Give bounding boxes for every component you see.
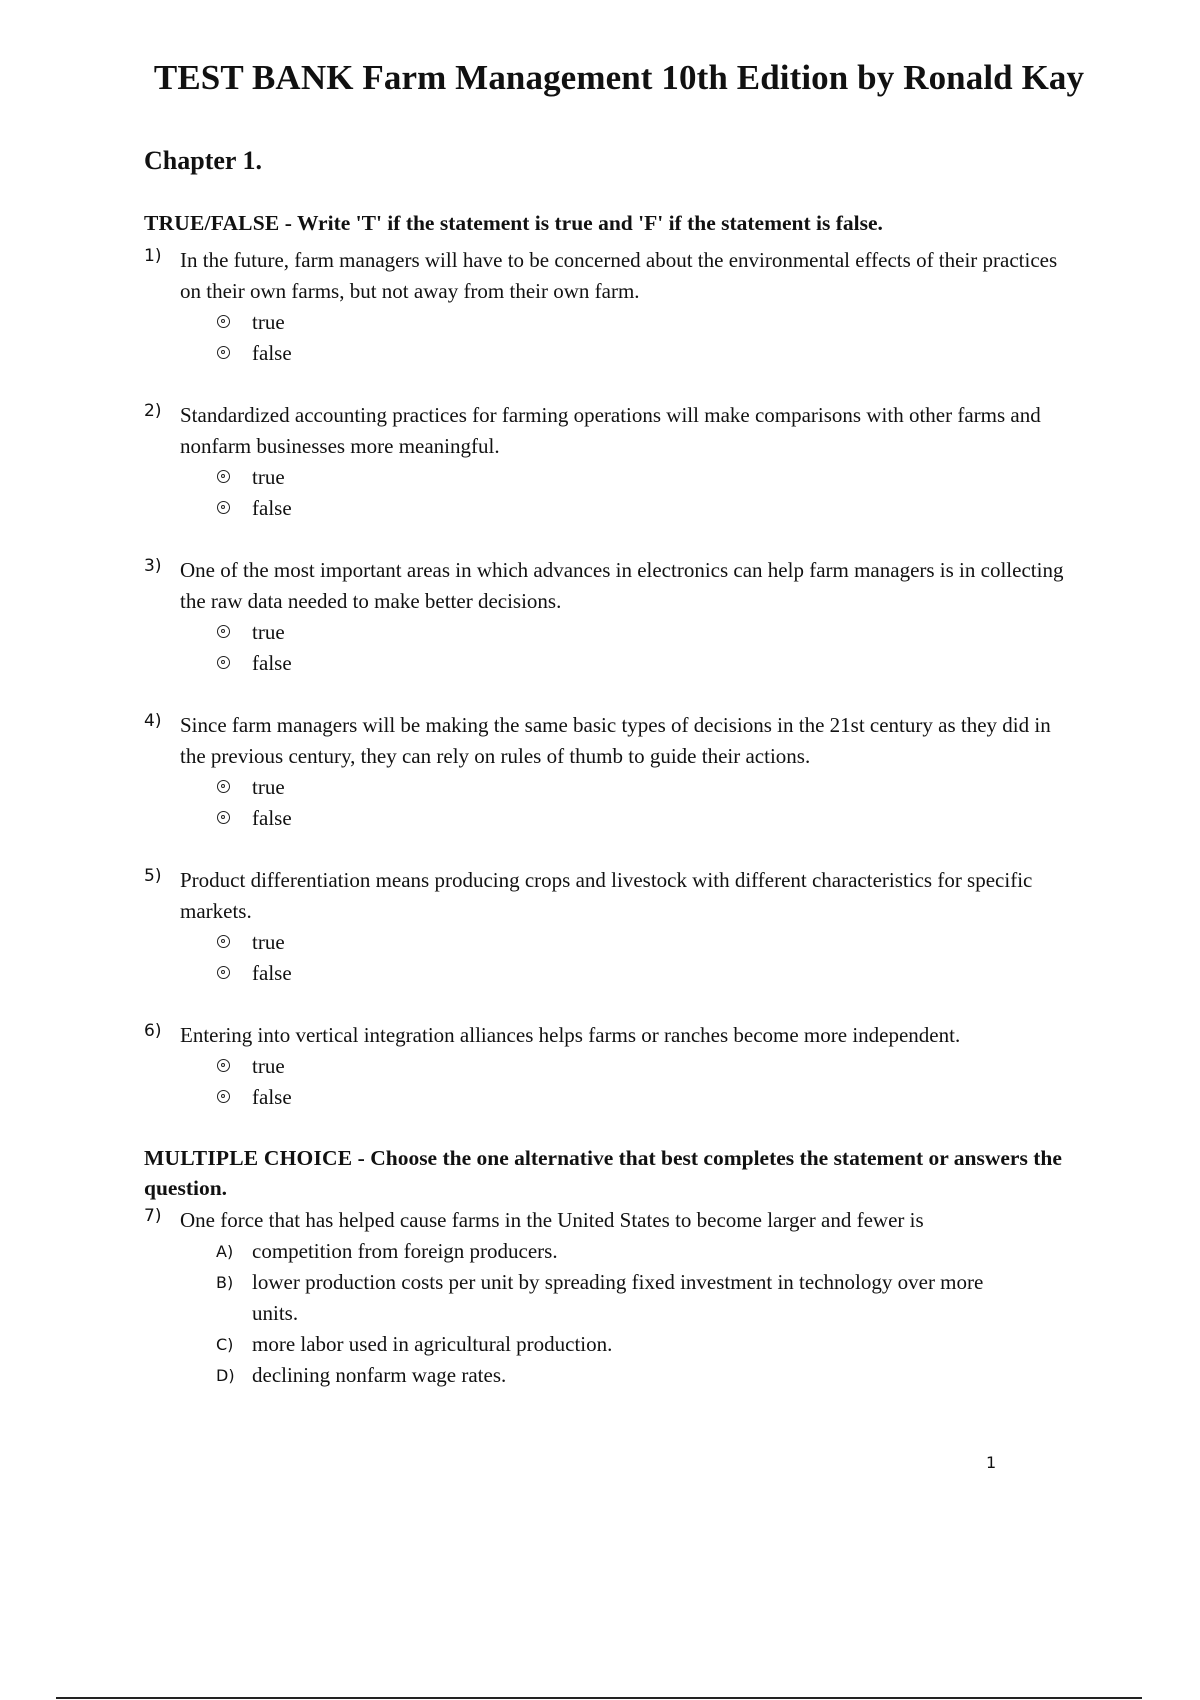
radio-button-icon[interactable] [217,656,230,669]
section-label: TRUE/FALSE [144,211,280,235]
question-number: 4) [144,711,162,731]
answer-option-true[interactable] [216,307,1064,338]
question-text: In the future, farm managers will have to be concerned about the environmental effects of their practices on their own farms, but not away from their own farm. [180,248,1058,303]
question-text: Standardized accounting practices for farming operations will make comparisons with other farms and nonfarm businesses more meaningful. [180,403,1041,458]
section-label: MULTIPLE CHOICE [144,1146,353,1170]
page-number: 1 [986,1453,997,1472]
option-label: lower production costs per unit by spreading fixed investment in technology over more units. [252,1270,984,1325]
section-instruction: - Write 'T' if the statement is true and 'F' if the statement is false. [279,211,883,235]
answer-options [216,1236,1016,1391]
answer-option-false[interactable] [216,338,1064,369]
question-number: 2) [144,401,162,421]
option-label: true [252,1054,285,1078]
question-text: Since farm managers will be making the same basic types of decisions in the 21st century as they did in the previous century, they can rely on rules of thumb to guide their actions. [180,713,1051,768]
option-label: false [252,496,292,520]
answer-option-false[interactable] [216,493,1064,524]
multiple-choice-section-heading [144,1143,1064,1203]
option-letter: C) [216,1335,234,1354]
option-letter: B) [216,1273,234,1292]
radio-button-icon[interactable] [217,935,230,948]
radio-button-icon[interactable] [217,1059,230,1072]
radio-button-icon[interactable] [217,501,230,514]
option-label: false [252,806,292,830]
radio-button-icon[interactable] [217,625,230,638]
option-label: declining nonfarm wage rates. [252,1363,507,1387]
answer-option-false[interactable] [216,803,1064,834]
radio-button-icon[interactable] [217,315,230,328]
answer-option-true[interactable] [216,1051,1064,1082]
radio-button-icon[interactable] [217,811,230,824]
question-text: One force that has helped cause farms in the United States to become larger and fewer is [180,1208,924,1232]
answer-options [216,927,1064,989]
option-letter: A) [216,1242,234,1261]
question-1 [144,245,1064,369]
chapter-heading: Chapter 1. [144,146,262,175]
answer-option-d[interactable] [216,1360,1016,1391]
question-2 [144,400,1064,524]
answer-option-true[interactable] [216,927,1064,958]
question-number: 7) [144,1206,162,1226]
option-label: false [252,961,292,985]
answer-option-false[interactable] [216,958,1064,989]
option-label: false [252,341,292,365]
answer-option-true[interactable] [216,462,1064,493]
radio-button-icon[interactable] [217,1090,230,1103]
option-label: true [252,775,285,799]
option-label: false [252,651,292,675]
radio-button-icon[interactable] [217,470,230,483]
footer-divider [56,1697,1142,1699]
section-instruction: - Choose the one alternative that best completes the statement or answers the question. [144,1146,1062,1200]
answer-option-c[interactable] [216,1329,1016,1360]
radio-button-icon[interactable] [217,346,230,359]
option-label: true [252,620,285,644]
answer-option-a[interactable] [216,1236,1016,1267]
option-label: true [252,465,285,489]
option-label: true [252,930,285,954]
option-label: more labor used in agricultural production. [252,1332,613,1356]
option-letter: D) [216,1366,235,1385]
question-6 [144,1020,1064,1113]
answer-option-false[interactable] [216,648,1064,679]
answer-options [216,772,1064,834]
answer-option-b[interactable] [216,1267,1016,1329]
answer-option-false[interactable] [216,1082,1064,1113]
question-number: 1) [144,246,162,266]
answer-options [216,307,1064,369]
question-text: Entering into vertical integration alliances helps farms or ranches become more independent. [180,1023,961,1047]
answer-options [216,1051,1064,1113]
question-4 [144,710,1064,834]
question-number: 5) [144,866,162,886]
radio-button-icon[interactable] [217,780,230,793]
question-number: 3) [144,556,162,576]
option-label: false [252,1085,292,1109]
answer-option-true[interactable] [216,617,1064,648]
answer-options [216,462,1064,524]
option-label: true [252,310,285,334]
question-3 [144,555,1064,679]
question-number: 6) [144,1021,162,1041]
question-text: Product differentiation means producing crops and livestock with different characteristics for specific markets. [180,868,1033,923]
question-7 [144,1205,1064,1391]
true-false-section-heading [144,208,1064,238]
answer-option-true[interactable] [216,772,1064,803]
question-5 [144,865,1064,989]
radio-button-icon[interactable] [217,966,230,979]
answer-options [216,617,1064,679]
document-title: TEST BANK Farm Management 10th Edition by Ronald Kay [153,58,1085,97]
option-label: competition from foreign producers. [252,1239,558,1263]
question-text: One of the most important areas in which advances in electronics can help farm managers is in collecting the raw data needed to make better decisions. [180,558,1064,613]
